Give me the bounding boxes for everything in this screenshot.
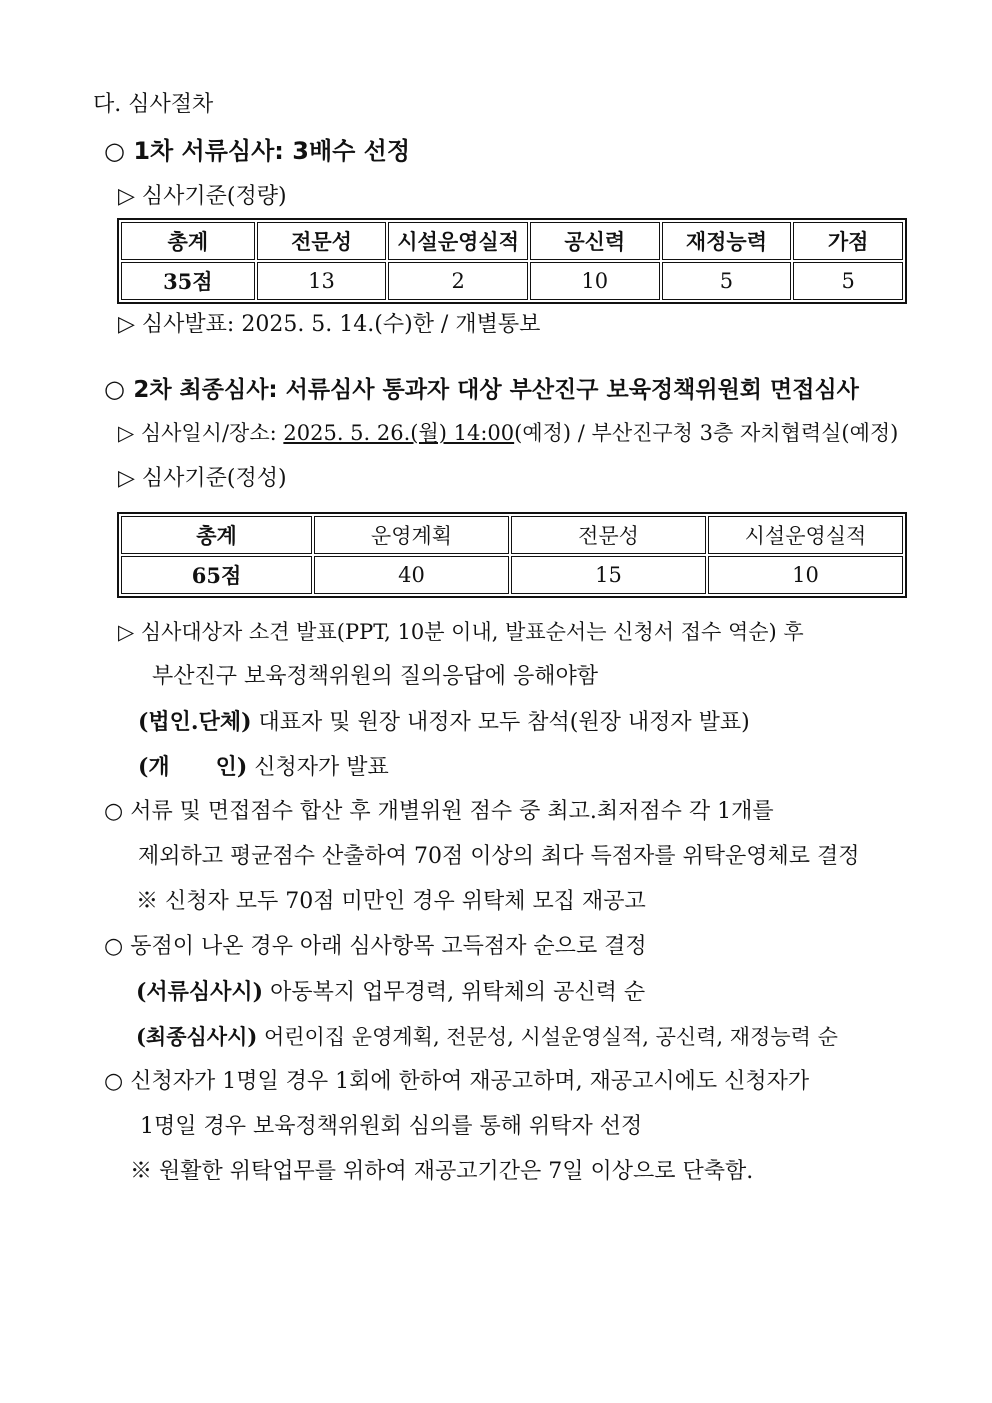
corp-text: 대표자 및 원장 내정자 모두 참석(원장 내정자 발표) xyxy=(251,710,750,735)
stage1-score-table xyxy=(117,218,907,304)
table-header-cell: 공신력 xyxy=(530,222,660,260)
table-header-cell: 전문성 xyxy=(511,516,706,554)
rule3-note: ※ 원활한 위탁업무를 위하여 재공고기간은 7일 이상으로 단축함. xyxy=(130,1159,754,1184)
table-header-cell: 가점 xyxy=(793,222,903,260)
table-cell-total: 35점 xyxy=(121,262,255,300)
indiv-label: (개 인) xyxy=(138,754,248,780)
datetime-value: 2025. 5. 26.(월) 14:00 xyxy=(283,421,515,445)
table-header-row xyxy=(121,222,903,260)
table-header-cell: 시설운영실적 xyxy=(708,516,903,554)
rule2-line1: ○ 동점이 나온 경우 아래 심사항목 고득점자 순으로 결정 xyxy=(104,934,647,959)
stage1-bullet: ○ xyxy=(104,137,125,165)
rule1-line1: ○ 서류 및 면접점수 합산 후 개별위원 점수 중 최고.최저점수 각 1개를 xyxy=(104,799,774,824)
table-cell: 5 xyxy=(662,262,792,300)
table-cell: 40 xyxy=(314,556,509,594)
table-header-row xyxy=(121,516,903,554)
rule2-doc-text: 아동복지 업무경력, 위탁체의 공신력 순 xyxy=(263,980,646,1005)
table-header-cell: 시설운영실적 xyxy=(388,222,528,260)
table-cell-total: 65점 xyxy=(121,556,312,594)
stage2-heading xyxy=(104,374,859,405)
stage1-title: 1차 서류심사: 3배수 선정 xyxy=(133,137,411,165)
table-cell: 13 xyxy=(257,262,387,300)
table-header-cell: 총계 xyxy=(121,222,255,260)
rule2-final-line xyxy=(136,1022,838,1052)
rule2-doc-line xyxy=(136,977,645,1008)
table-row xyxy=(121,262,903,300)
indiv-line xyxy=(138,752,389,783)
stage1-heading xyxy=(104,136,410,166)
stage2-title: 2차 최종심사: 서류심사 통과자 대상 부산진구 보육정책위원회 면접심사 xyxy=(133,377,859,403)
table-header-cell: 운영계획 xyxy=(314,516,509,554)
presentation-line2: 부산진구 보육정책위원의 질의응답에 응해야함 xyxy=(152,664,599,689)
rule3-line1: ○ 신청자가 1명일 경우 1회에 한하여 재공고하며, 재공고시에도 신청자가 xyxy=(104,1069,810,1094)
table-cell: 10 xyxy=(708,556,903,594)
indiv-text: 신청자가 발표 xyxy=(247,755,389,780)
table-row xyxy=(121,556,903,594)
stage2-score-table xyxy=(117,512,907,598)
rule1-note: ※ 신청자 모두 70점 미만인 경우 위탁체 모집 재공고 xyxy=(136,889,646,914)
rule2-doc-label: (서류심사시) xyxy=(136,979,264,1005)
stage2-bullet: ○ xyxy=(104,375,125,403)
rule2-final-label: (최종심사시) xyxy=(136,1024,258,1049)
corp-line xyxy=(138,707,750,738)
table-header-cell: 총계 xyxy=(121,516,312,554)
table-cell: 15 xyxy=(511,556,706,594)
presentation-line1: ▷ 심사대상자 소견 발표(PPT, 10분 이내, 발표순서는 신청서 접수 역순) 후 xyxy=(118,620,804,644)
datetime-suffix: (예정) / 부산진구청 3층 자치협력실(예정) xyxy=(514,421,899,445)
rule2-final-text: 어린이집 운영계획, 전문성, 시설운영실적, 공신력, 재정능력 순 xyxy=(257,1025,838,1049)
table-cell: 2 xyxy=(388,262,528,300)
rule3-line2: 1명일 경우 보육정책위원회 심의를 통해 위탁자 선정 xyxy=(140,1114,643,1139)
stage2-datetime xyxy=(118,418,898,448)
stage2-criteria-label: ▷ 심사기준(정성) xyxy=(118,466,287,491)
section-title: 다. 심사절차 xyxy=(93,92,214,117)
datetime-prefix: ▷ 심사일시/장소: xyxy=(118,421,284,445)
table-cell: 5 xyxy=(793,262,903,300)
table-header-cell: 재정능력 xyxy=(662,222,792,260)
stage1-criteria-label: ▷ 심사기준(정량) xyxy=(118,184,287,209)
corp-label: (법인.단체) xyxy=(138,709,252,735)
table-header-cell: 전문성 xyxy=(257,222,387,260)
rule1-line2: 제외하고 평균점수 산출하여 70점 이상의 최다 득점자를 위탁운영체로 결정 xyxy=(138,844,860,869)
stage1-announce: ▷ 심사발표: 2025. 5. 14.(수)한 / 개별통보 xyxy=(118,312,541,337)
table-cell: 10 xyxy=(530,262,660,300)
